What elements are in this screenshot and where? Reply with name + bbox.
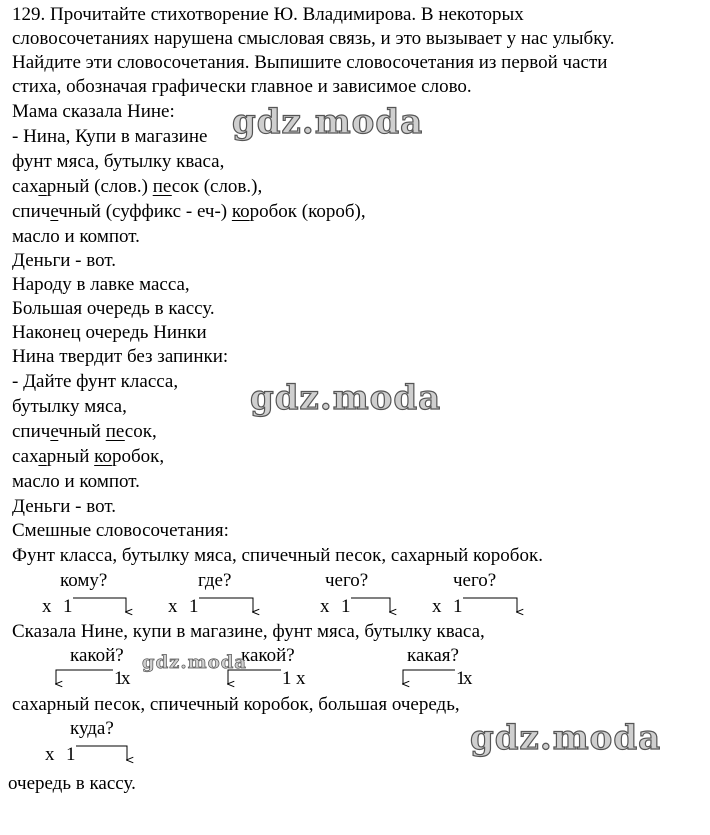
poem-line: Наконец очередь Нинки [12, 322, 207, 343]
main-word-mark: x [121, 668, 131, 689]
main-word-mark: x [45, 744, 55, 765]
arrow-icon [463, 598, 517, 612]
task-line: стиха, обозначая графически главное и зависимое слово. [12, 76, 472, 97]
poem-line: Деньги - вот. [12, 496, 116, 517]
dependency-mark [432, 596, 517, 617]
watermark-logo: gdz.moda [470, 718, 662, 758]
question-label: чего? [325, 570, 369, 591]
dependent-word-mark: 1 [66, 744, 76, 765]
dependency-mark [56, 668, 131, 689]
main-word-mark: x [432, 596, 442, 617]
dependent-word-mark: 1 [453, 596, 463, 617]
question-label: кому? [60, 570, 108, 591]
dependent-word-mark: 1 [341, 596, 351, 617]
watermark-logo: gdz.moda [250, 378, 442, 418]
dependency-mark [42, 596, 126, 617]
question-label: куда? [70, 718, 114, 739]
arrow-icon [351, 598, 390, 612]
main-word-mark: x [42, 596, 52, 617]
dependency-mark [320, 596, 390, 617]
answer-row: Фунт класса, бутылку мяса, спичечный песок, сахарный коробок. [12, 545, 543, 566]
question-label: какой? [241, 645, 295, 666]
poem-line: спичечный песок, [12, 421, 157, 442]
dependent-word-mark: 1 [189, 596, 199, 617]
arrow-icon [199, 598, 253, 612]
answer-row: очередь в кассу. [8, 773, 136, 794]
poem-line: масло и компот. [12, 226, 140, 247]
dependent-word-mark: 1 [282, 668, 292, 689]
main-word-mark: x [320, 596, 330, 617]
task-line: 129. Прочитайте стихотворение Ю. Владимирова. В некоторых [12, 4, 524, 25]
answer-row: Сказала Нине, купи в магазине, фунт мяса, бутылку кваса, [12, 621, 485, 642]
poem-line: Деньги - вот. [12, 250, 116, 271]
question-label: какая? [407, 645, 459, 666]
question-label: какой? [70, 645, 124, 666]
arrow-icon [76, 746, 127, 760]
task-line: Найдите эти словосочетания. Выпишите словосочетания из первой части [12, 52, 608, 73]
question-label: где? [198, 570, 232, 591]
poem-line: фунт мяса, бутылку кваса, [12, 151, 225, 172]
watermark-logo: gdz.moda [142, 652, 247, 673]
dependency-mark [168, 596, 253, 617]
watermark-logo: gdz.moda [232, 102, 424, 142]
answer-row: сахарный песок, спичечный коробок, большая очередь, [12, 694, 460, 715]
poem-line: - Нина, Купи в магазине [12, 126, 208, 147]
poem-line: Народу в лавке масса, [12, 274, 190, 295]
question-label: чего? [453, 570, 497, 591]
poem-line: масло и компот. [12, 471, 140, 492]
arrow-icon [56, 670, 113, 684]
poem-line: сахарный (слов.) песок (слов.), [12, 176, 263, 197]
main-word-mark: x [463, 668, 473, 689]
poem-line: спичечный (суффикс - еч-) коробок (короб), [12, 201, 366, 222]
dependency-mark [45, 744, 127, 765]
answer-heading: Смешные словосочетания: [12, 520, 229, 541]
arrow-icon [73, 598, 126, 612]
dependent-word-mark: 1 [456, 668, 466, 689]
dependent-word-mark: 1 [63, 596, 73, 617]
dependent-word-mark: 1 [114, 668, 124, 689]
poem-line: - Дайте фунт класса, [12, 371, 179, 392]
poem-line: Большая очередь в кассу. [12, 298, 215, 319]
poem-line: сахарный коробок, [12, 446, 165, 467]
main-word-mark: x [168, 596, 178, 617]
poem-line: бутылку мяса, [12, 396, 127, 417]
poem-line: Нина твердит без запинки: [12, 346, 229, 367]
task-line: словосочетаниях нарушена смысловая связь, и это вызывает у нас улыбку. [12, 28, 615, 49]
main-word-mark: x [296, 668, 306, 689]
dependency-mark [403, 668, 473, 689]
poem-line: Мама сказала Нине: [12, 101, 175, 122]
arrow-icon [403, 670, 455, 684]
